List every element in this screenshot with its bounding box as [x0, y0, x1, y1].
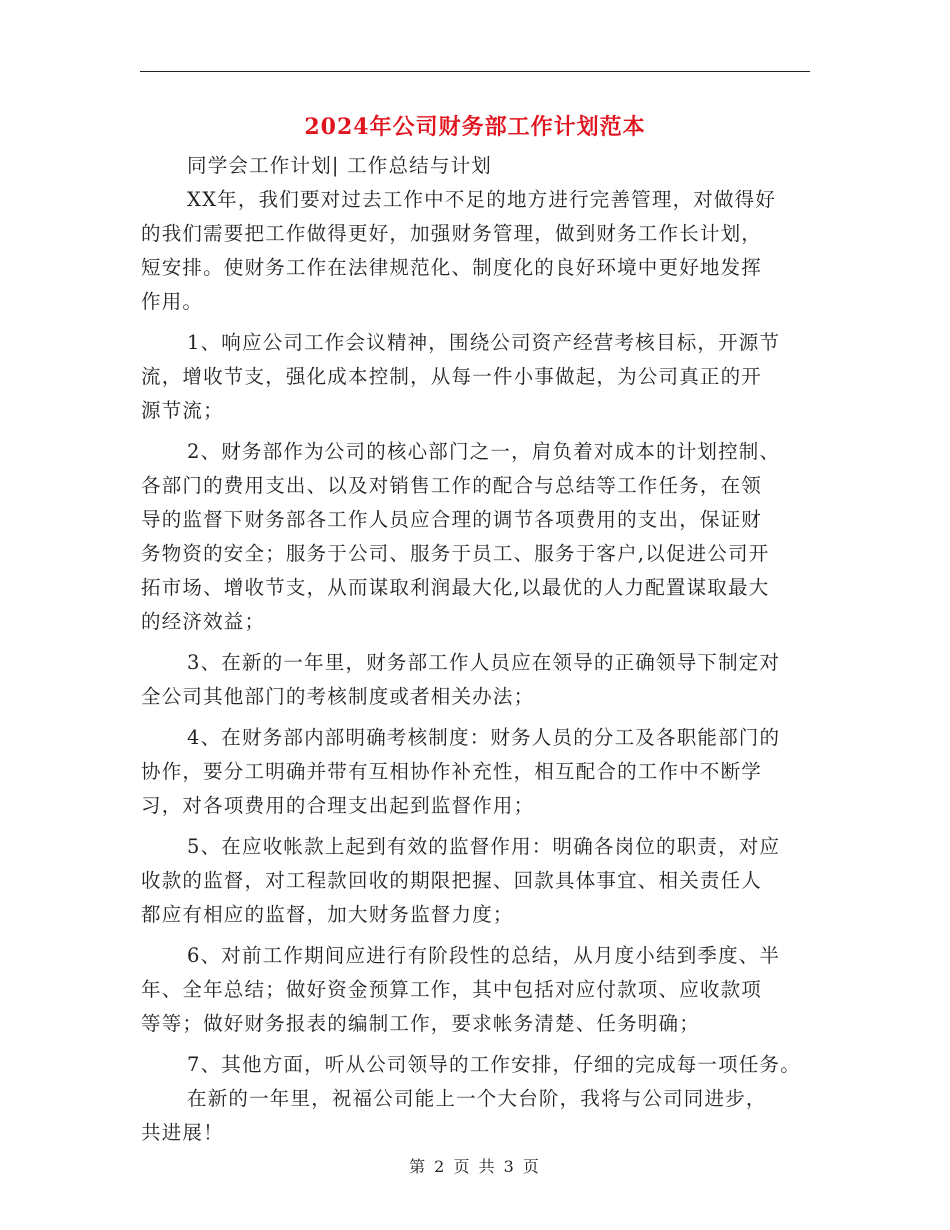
intro-line: 的我们需要把工作做得更好，加强财务管理，做到财务工作长计划，: [141, 222, 763, 245]
intro-line: 短安排。使财务工作在法律规范化、制度化的良好环境中更好地发挥: [141, 256, 763, 279]
item-2-line: 务物资的安全；服务于公司、服务于员工、服务于客户,以促进公司开: [141, 542, 770, 565]
item-5-line: 5、在应收帐款上起到有效的监督作用：明确各岗位的职责，对应: [187, 835, 781, 858]
item-1-line: 源节流；: [141, 399, 224, 422]
item-2-line: 各部门的费用支出、以及对销售工作的配合与总结等工作任务，在领: [141, 474, 763, 497]
item-2-line: 导的监督下财务部各工作人员应合理的调节各项费用的支出，保证财: [141, 508, 763, 531]
document-title: 2024年公司财务部工作计划范本: [304, 114, 646, 140]
item-5-line: 收款的监督，对工程款回收的期限把握、回款具体事宜、相关责任人: [141, 869, 763, 892]
item-2-line: 2、财务部作为公司的核心部门之一，肩负着对成本的计划控制、: [187, 440, 781, 463]
closing-line: 在新的一年里，祝福公司能上一个大台阶，我将与公司同进步，: [187, 1087, 767, 1110]
item-6-line: 年、全年总结；做好资金预算工作，其中包括对应付款项、应收款项: [141, 978, 763, 1001]
subtitle-line: 同学会工作计划| 工作总结与计划: [187, 154, 492, 177]
item-1-line: 1、响应公司工作会议精神，围绕公司资产经营考核目标，开源节: [187, 331, 781, 354]
item-6-line: 等等；做好财务报表的编制工作，要求帐务清楚、任务明确；: [141, 1012, 700, 1035]
item-5-line: 都应有相应的监督，加大财务监督力度；: [141, 903, 514, 926]
page-footer: 第 2 页 共 3 页: [409, 1157, 541, 1176]
item-4-line: 协作，要分工明确并带有互相协作补充性，相互配合的工作中不断学: [141, 760, 763, 783]
item-7-line: 7、其他方面，听从公司领导的工作安排，仔细的完成每一项任务。: [187, 1053, 801, 1076]
intro-line: XX年，我们要对过去工作中不足的地方进行完善管理，对做得好: [187, 188, 777, 211]
item-4-line: 4、在财务部内部明确考核制度：财务人员的分工及各职能部门的: [187, 726, 781, 749]
header-rule: [140, 71, 810, 72]
item-3-line: 3、在新的一年里，财务部工作人员应在领导的正确领导下制定对: [187, 651, 781, 674]
item-1-line: 流，增收节支，强化成本控制，从每一件小事做起，为公司真正的开: [141, 365, 763, 388]
intro-line: 作用。: [141, 290, 204, 313]
item-6-line: 6、对前工作期间应进行有阶段性的总结，从月度小结到季度、半: [187, 944, 781, 967]
item-4-line: 习，对各项费用的合理支出起到监督作用；: [141, 794, 535, 817]
item-2-line: 的经济效益；: [141, 610, 266, 633]
document-body: [141, 149, 821, 1150]
item-3-line: 全公司其他部门的考核制度或者相关办法；: [141, 685, 535, 708]
item-2-line: 拓市场、增收节支，从而谋取利润最大化,以最优的人力配置谋取最大: [141, 576, 770, 599]
closing-line: 共进展！: [141, 1121, 224, 1144]
